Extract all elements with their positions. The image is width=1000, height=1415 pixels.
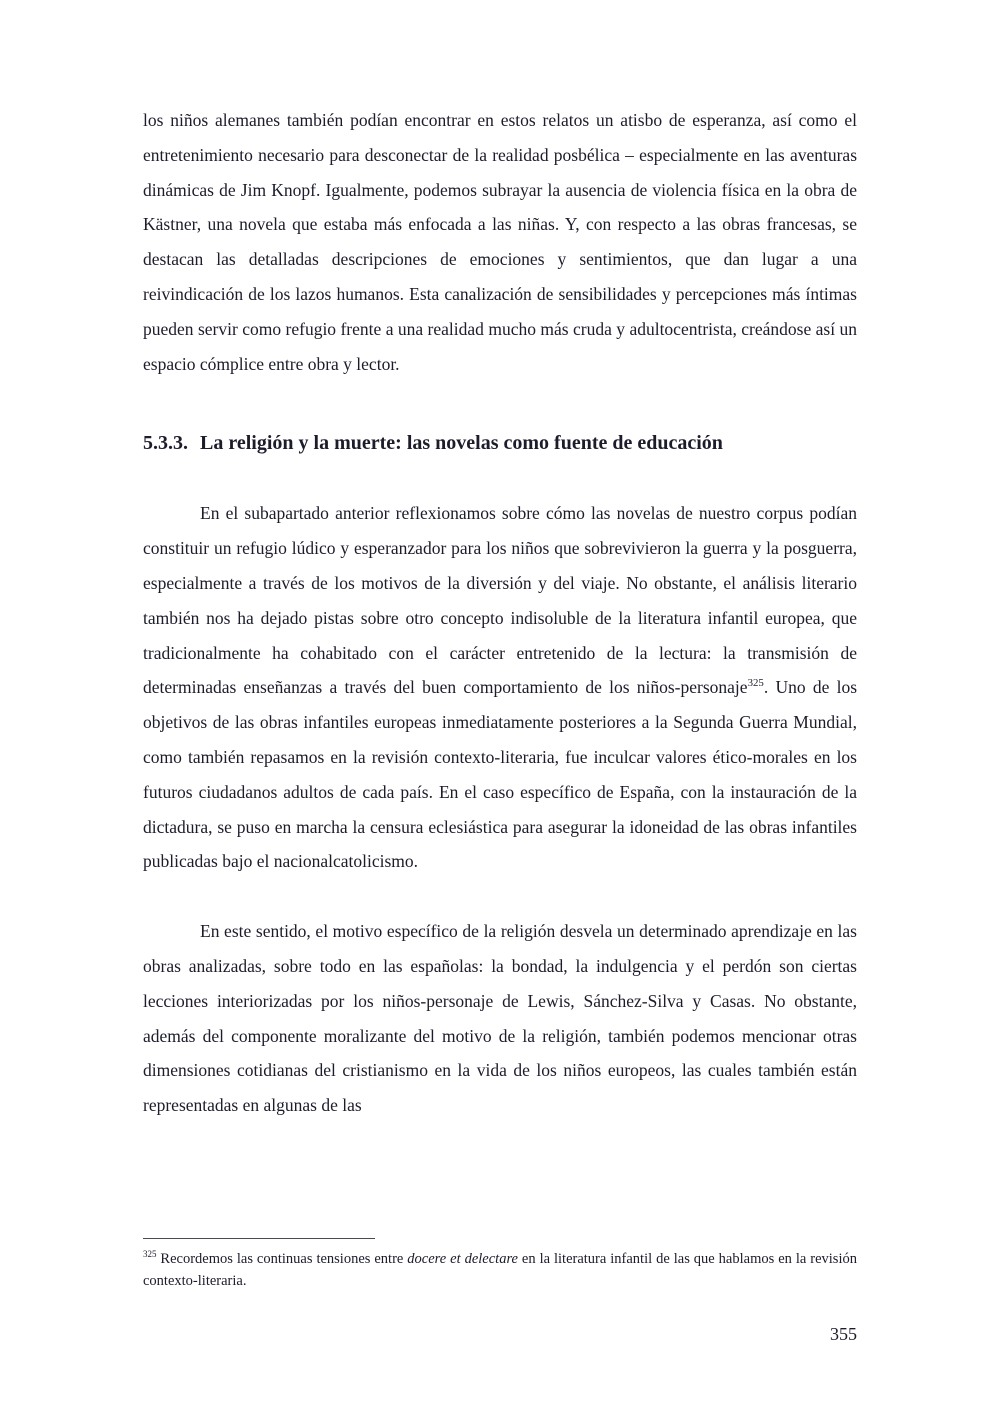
section-title: La religión y la muerte: las novelas como fuente de educación xyxy=(200,432,723,455)
section-number: 5.3.3. xyxy=(143,432,188,455)
paragraph xyxy=(143,496,857,879)
superscript-reference: 325 xyxy=(143,1249,157,1260)
text-segment: En el subapartado anterior reflexionamos sobre cómo las novelas de nuestro corpus podían constituir un refugio lúdico y esperanzador para los niños que sobrevivieron la guerra y la posguerra, especialmente a través de los motivos de la diversión y del viaje. No obstante, el análisis literario también nos ha dejado pistas sobre otro concepto indisoluble de la literatura infantil europea, que tradicionalmente ha cohabitado con el carácter entretenido de la lectura: la transmisión de determinadas enseñanzas a través del buen comportamiento de los niños-personaje xyxy=(143,503,857,698)
text-segment: . Uno de los objetivos de las obras infantiles europeas inmediatamente posteriores a la Segunda Guerra Mundial, como también repasamos en la revisión contexto-literaria, fue inculcar valores ético-morales en los futuros ciudadanos adultos de cada país. En el caso específico de España, con la instauración de la dictadura, se puso en marcha la censura eclesiástica para asegurar la idoneidad de las obras infantiles publicadas bajo el nacionalcatolicismo. xyxy=(143,677,858,872)
footnote-separator xyxy=(143,1238,375,1239)
superscript-reference: 325 xyxy=(747,677,764,690)
section-heading xyxy=(143,426,857,460)
text-segment: en la literatura infantil de las que hablamos en la revisión contexto-literaria. xyxy=(143,1251,857,1289)
text-segment: Recordemos las continuas tensiones entre xyxy=(156,1251,408,1267)
page-content xyxy=(143,103,857,1123)
italic-text: docere et delectare xyxy=(407,1251,518,1267)
paragraph: En este sentido, el motivo específico de la religión desvela un determinado aprendizaje en las obras analizadas, sobre todo en las españolas: la bondad, la indulgencia y el perdón son ciertas lecciones interiorizadas por los niños-personaje de Lewis, Sánchez-Silva y Casas. No obstante, además del componente moralizante del motivo de la religión, también podemos mencionar otras dimensiones cotidianas del cristianismo en la vida de los niños europeos, las cuales también están representadas en algunas de las xyxy=(143,921,857,1116)
paragraph-continuation: los niños alemanes también podían encontrar en estos relatos un atisbo de esperanza, así como el entretenimiento necesario para desconectar de la realidad posbélica – especialmente en las aventuras dinámicas de Jim Knopf. Igualmente, podemos subrayar la ausencia de violencia física en la obra de Kästner, una novela que estaba más enfocada a las niñas. Y, con respecto a las obras francesas, se destacan las detalladas descripciones de emociones y sentimientos, que dan lugar a una reivindicación de los lazos humanos. Esta canalización de sensibilidades y percepciones más íntimas pueden servir como refugio frente a una realidad mucho más cruda y adultocentrista, creándose así un espacio cómplice entre obra y lector. xyxy=(143,110,857,374)
footnote xyxy=(143,1249,857,1292)
page-number: 355 xyxy=(830,1324,857,1344)
footnote-area xyxy=(143,1238,857,1292)
